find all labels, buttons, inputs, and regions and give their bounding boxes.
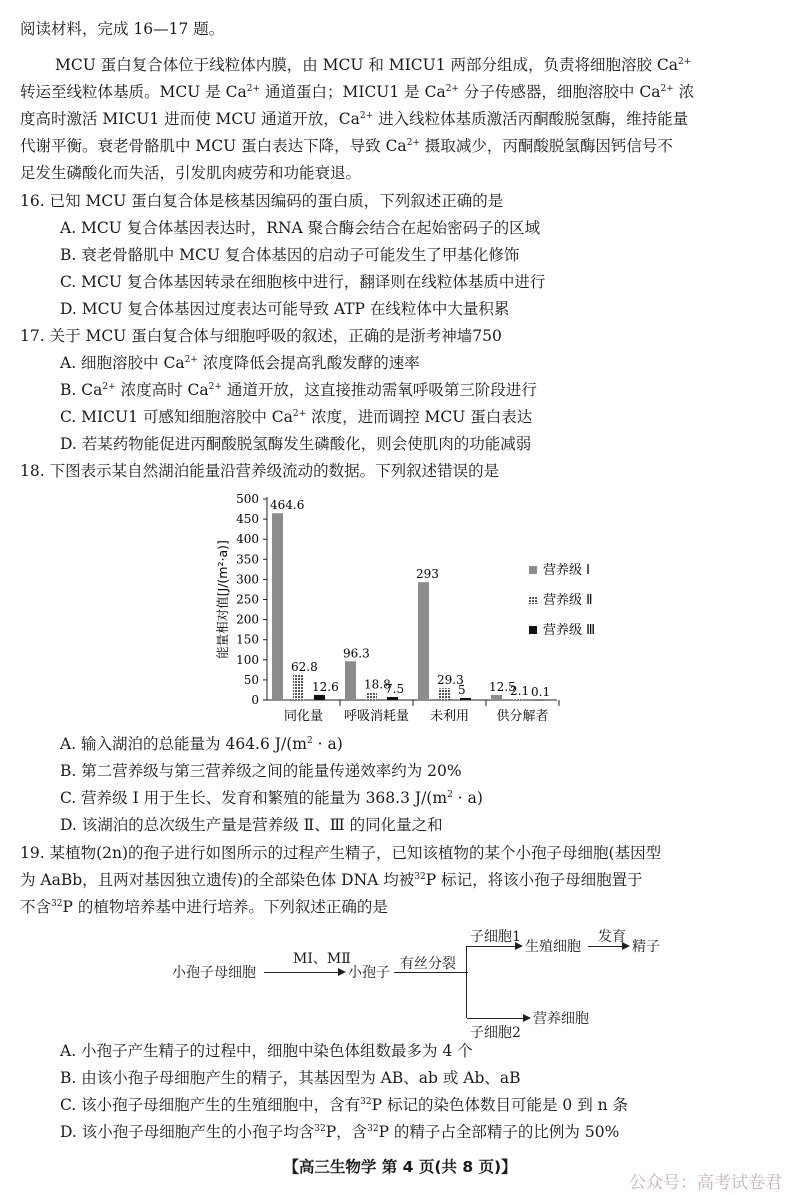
question-19-option-b: B. 由该小孢子母细胞产生的精子，其基因型为 AB、ab 或 Ab、aB (60, 1069, 521, 1087)
question-19-stem: 为 AaBb，且两对基因独立遗传)的全部染色体 DNA 均被$^{32}$P 标记，将该小孢子母细胞置于 (20, 871, 643, 889)
watermark: 公众号：高考试卷君 (629, 1173, 782, 1193)
bar-1-1 (345, 661, 356, 700)
data-label: 12.5 (489, 679, 516, 694)
question-17-option-c: C. MICU1 可感知细胞溶胶中 $Ca^{2+}$ 浓度，进而调控 MCU 蛋白表达 (60, 408, 533, 426)
data-label: 7.5 (385, 681, 405, 696)
question-18-option-a: A. 输入湖泊的总能量为 464.6 $J/(m^2 \cdot a)$ (60, 735, 343, 753)
bar-3-2 (460, 698, 471, 700)
mother-cell-label: 小孢子母细胞 (172, 965, 256, 981)
daughter-cell-2-label: 子细胞2 (470, 1025, 521, 1041)
legend-label: 营养级 Ⅱ (543, 593, 593, 608)
question-19-stem: 19. 某植物(2n)的孢子进行如图所示的过程产生精子，已知该植物的某个小孢子母细胞(基因型 (20, 844, 662, 862)
question-16-option-d: D. MCU 复合体基因过度表达可能导致 ATP 在线粒体中大量积累 (60, 300, 510, 318)
y-tick-label: 400 (236, 532, 259, 547)
data-label: 12.6 (312, 679, 339, 694)
y-tick-label: 350 (236, 552, 259, 567)
question-16-stem: 16. 已知 MCU 蛋白复合体是核基因编码的蛋白质，下列叙述正确的是 (20, 192, 504, 210)
material-line: 度高时激活 MICU1 进而使 MCU 通道开放，$Ca^{2+}$ 进入线粒体基质激活丙酮酸脱氢酶，维持能量 (20, 110, 689, 128)
bar-3-0 (314, 695, 325, 700)
meiosis-label: MⅠ、MⅡ (293, 951, 351, 967)
bar-1-2 (418, 582, 429, 700)
develop-arrow (588, 946, 628, 947)
question-17-option-b: B. $Ca^{2+}$ 浓度高时 $Ca^{2+}$ 通道开放，这直接推动需氧呼吸第三阶段进行 (60, 381, 537, 399)
sperm-label: 精子 (632, 939, 660, 955)
question-17-option-a: A. 细胞溶胶中 $Ca^{2+}$ 浓度降低会提高乳酸发酵的速率 (60, 354, 420, 372)
question-19-option-c: C. 该小孢子母细胞产生的生殖细胞中，含有$^{32}$P 标记的染色体数目可能是 0 到 n 条 (60, 1096, 629, 1114)
data-label: 5 (458, 682, 466, 697)
y-axis-title: 能量相对值[J/(m²·a)] (215, 540, 230, 659)
material-line: 代谢平衡。衰老骨骼肌中 MCU 蛋白表达下降，导致 $Ca^{2+}$ 摄取减少，丙酮酸脱氢酶因钙信号不 (20, 137, 673, 155)
question-18-option-b: B. 第二营养级与第三营养级之间的能量传递效率约为 20% (60, 762, 462, 780)
y-tick-label: 300 (236, 572, 259, 587)
page-footer: 【高三生物学 第 4 页(共 8 页)】 (283, 1158, 517, 1176)
y-tick-label: 50 (243, 672, 259, 687)
spore-label: 小孢子 (348, 965, 390, 981)
material-line: MCU 蛋白复合体位于线粒体内膜，由 MCU 和 MICU1 两部分组成，负责将细胞溶胶 $Ca^{2+}$ (55, 56, 692, 74)
energy-flow-bar-chart (205, 486, 600, 731)
y-tick-label: 450 (236, 512, 259, 527)
question-18-stem: 18. 下图表示某自然湖泊能量沿营养级流动的数据。下列叙述错误的是 (20, 462, 500, 480)
data-label: 2.1 (510, 684, 530, 699)
data-label: 96.3 (343, 646, 370, 661)
mitosis-label: 有丝分裂 (400, 956, 456, 972)
material-line: 转运至线粒体基质。MCU 是 $Ca^{2+}$ 通道蛋白；MICU1 是 $Ca^{2+}$ 分子传感器，细胞溶胶中 $Ca^{2+}$ 浓 (20, 83, 695, 101)
category-label: 同化量 (283, 709, 324, 724)
bar-2-0 (293, 675, 304, 700)
develop-label: 发育 (598, 929, 626, 945)
y-tick-label: 100 (236, 652, 259, 667)
generative-cell-label: 生殖细胞 (525, 939, 581, 955)
vegetative-cell-label: 营养细胞 (533, 1011, 589, 1027)
category-label: 供分解者 (496, 709, 549, 724)
question-16-option-a: A. MCU 复合体基因表达时，RNA 聚合酶会结合在起始密码子的区域 (60, 219, 541, 237)
bar-1-0 (272, 513, 283, 700)
y-tick-label: 500 (236, 492, 259, 506)
category-label: 未利用 (429, 709, 470, 724)
question-17-stem: 17. 关于 MCU 蛋白复合体与细胞呼吸的叙述，正确的是浙考神墙750 (20, 327, 502, 345)
bar-1-3 (491, 695, 502, 700)
bar-2-1 (366, 692, 377, 700)
legend-swatch (529, 626, 537, 634)
branch-line (466, 946, 467, 1018)
spore-process-diagram (160, 922, 680, 1040)
y-tick-label: 200 (236, 612, 259, 627)
branch-arrow-up (467, 946, 521, 947)
y-tick-label: 0 (251, 693, 259, 707)
data-label: 62.8 (291, 659, 318, 674)
y-tick-label: 150 (236, 632, 259, 647)
bar-2-3 (512, 699, 523, 700)
legend-swatch (529, 596, 537, 604)
intro-line: 阅读材料，完成 16—17 题。 (20, 20, 225, 38)
legend-swatch (529, 566, 537, 574)
question-18-option-d: D. 该湖泊的总次级生产量是营养级 Ⅱ、Ⅲ 的同化量之和 (60, 816, 443, 834)
meiosis-arrow (264, 972, 344, 973)
question-16-option-c: C. MCU 复合体基因转录在细胞核中进行，翻译则在线粒体基质中进行 (60, 273, 546, 291)
question-16-option-b: B. 衰老骨骼肌中 MCU 复合体基因的启动子可能发生了甲基化修饰 (60, 246, 520, 264)
bar-3-3 (533, 700, 544, 701)
legend-label: 营养级 Ⅲ (543, 623, 596, 638)
category-label: 呼吸消耗量 (343, 709, 410, 724)
data-label: 464.6 (270, 498, 305, 513)
daughter-cell-1-label: 子细胞1 (470, 929, 521, 945)
data-label: 18.8 (364, 677, 391, 692)
mitosis-line (394, 972, 468, 973)
bar-2-2 (439, 688, 450, 700)
question-17-option-d: D. 若某药物能促进丙酮酸脱氢酶发生磷酸化，则会使肌肉的功能减弱 (60, 435, 532, 453)
bar-3-1 (387, 697, 398, 700)
question-19-stem: 不含$^{32}$P 的植物培养基中进行培养。下列叙述正确的是 (20, 898, 388, 916)
data-label: 29.3 (437, 673, 464, 688)
data-label: 0.1 (531, 684, 551, 699)
y-tick-label: 250 (236, 592, 259, 607)
data-label: 293 (416, 567, 439, 582)
branch-arrow-down (467, 1018, 529, 1019)
legend-label: 营养级 Ⅰ (543, 563, 590, 578)
question-19-option-d: D. 该小孢子母细胞产生的小孢子均含$^{32}$P，含$^{32}$P 的精子占全部精子的比例为 50% (60, 1123, 620, 1141)
material-line: 足发生磷酸化而失活，引发肌肉疲劳和功能衰退。 (20, 164, 362, 182)
question-19-option-a: A. 小孢子产生精子的过程中，细胞中染色体组数最多为 4 个 (60, 1042, 473, 1060)
question-18-option-c: C. 营养级 Ⅰ 用于生长、发育和繁殖的能量为 368.3 $J/(m^2 \cdot a)$ (60, 789, 483, 807)
